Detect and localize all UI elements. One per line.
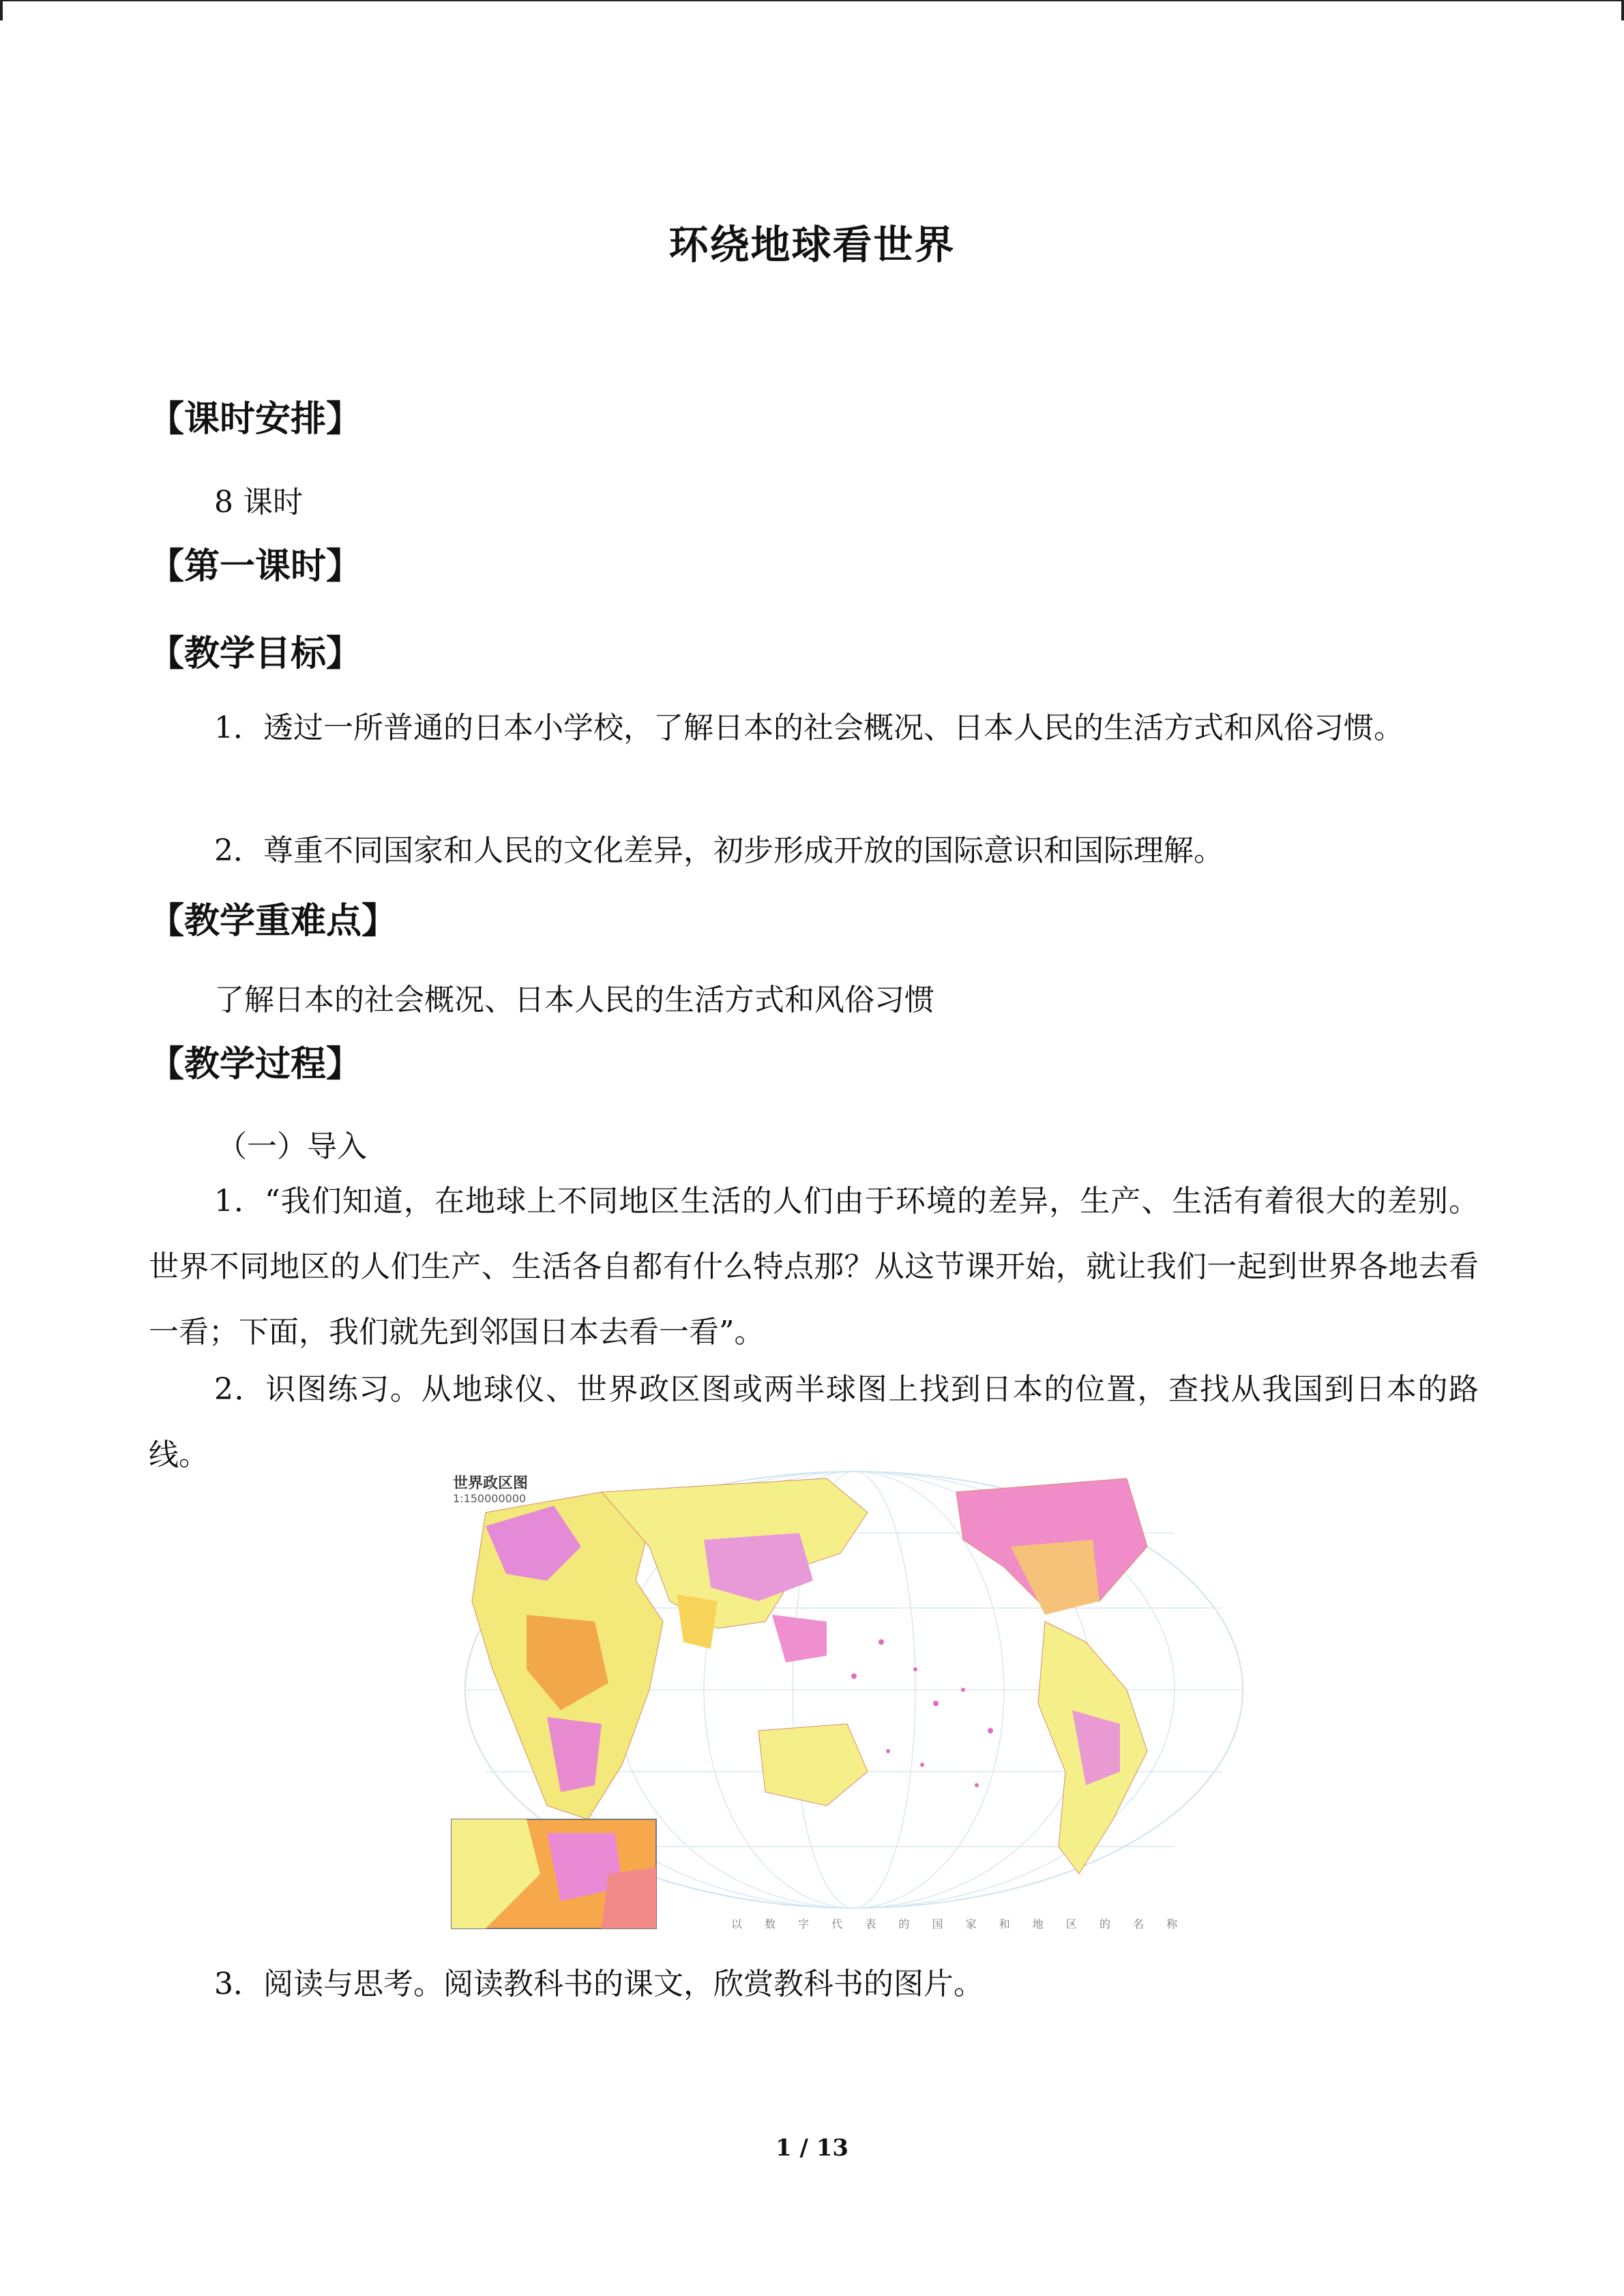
map-title: 世界政区图 [453, 1475, 529, 1492]
step-1-paragraph: 1．“我们知道，在地球上不同地区生活的人们由于环境的差异，生产、生活有着很大的差别。世界不同地区的人们生产、生活各自都有什么特点那？从这节课开始，就让我们一起到世界各地去看一看；下面，我们就先到邻国日本去看一看”。 [149, 1184, 1479, 1350]
heading-key-points: 【教学重难点】 [149, 900, 398, 942]
heading-teaching-goals: 【教学目标】 [149, 633, 362, 674]
step-3-paragraph: 3．阅读与思考。阅读教科书的课文，欣赏教科书的图片。 [214, 1967, 984, 2001]
goal-1-paragraph: 1．透过一所普通的日本小学校，了解日本的社会概况、日本人民的生活方式和风俗习惯。 [214, 711, 1404, 745]
map-scale: 1:150000000 [453, 1492, 527, 1505]
world-political-map [445, 1465, 1253, 1934]
goal-2-paragraph: 2．尊重不同国家和人民的文化差异，初步形成开放的国际意识和国际理解。 [214, 833, 1224, 868]
heading-first-lesson: 【第一课时】 [149, 546, 362, 587]
document-title: 环绕地球看世界 [668, 222, 956, 268]
step-2-paragraph: 2．识图练习。从地球仪、世界政区图或两半球图上找到日本的位置，查找从我国到日本的路线。 [149, 1372, 1479, 1472]
world-map-illustration [445, 1465, 1253, 1934]
key-points-value: 了解日本的社会概况、日本人民的生活方式和风俗习惯 [214, 983, 934, 1017]
intro-label: （一）导入 [217, 1129, 367, 1164]
page-corner-right [1621, 0, 1624, 20]
page-corner-left [0, 0, 3, 20]
schedule-value: 8 课时 [214, 485, 303, 520]
heading-teaching-process: 【教学过程】 [149, 1043, 362, 1085]
page-top-border [0, 0, 1624, 3]
page-number: 1 / 13 [775, 2134, 849, 2162]
heading-schedule: 【课时安排】 [149, 398, 362, 440]
map-footer-caption: 以 数 字 代 表 的 国 家 和 地 区 的 名 称 [731, 1918, 1187, 1930]
